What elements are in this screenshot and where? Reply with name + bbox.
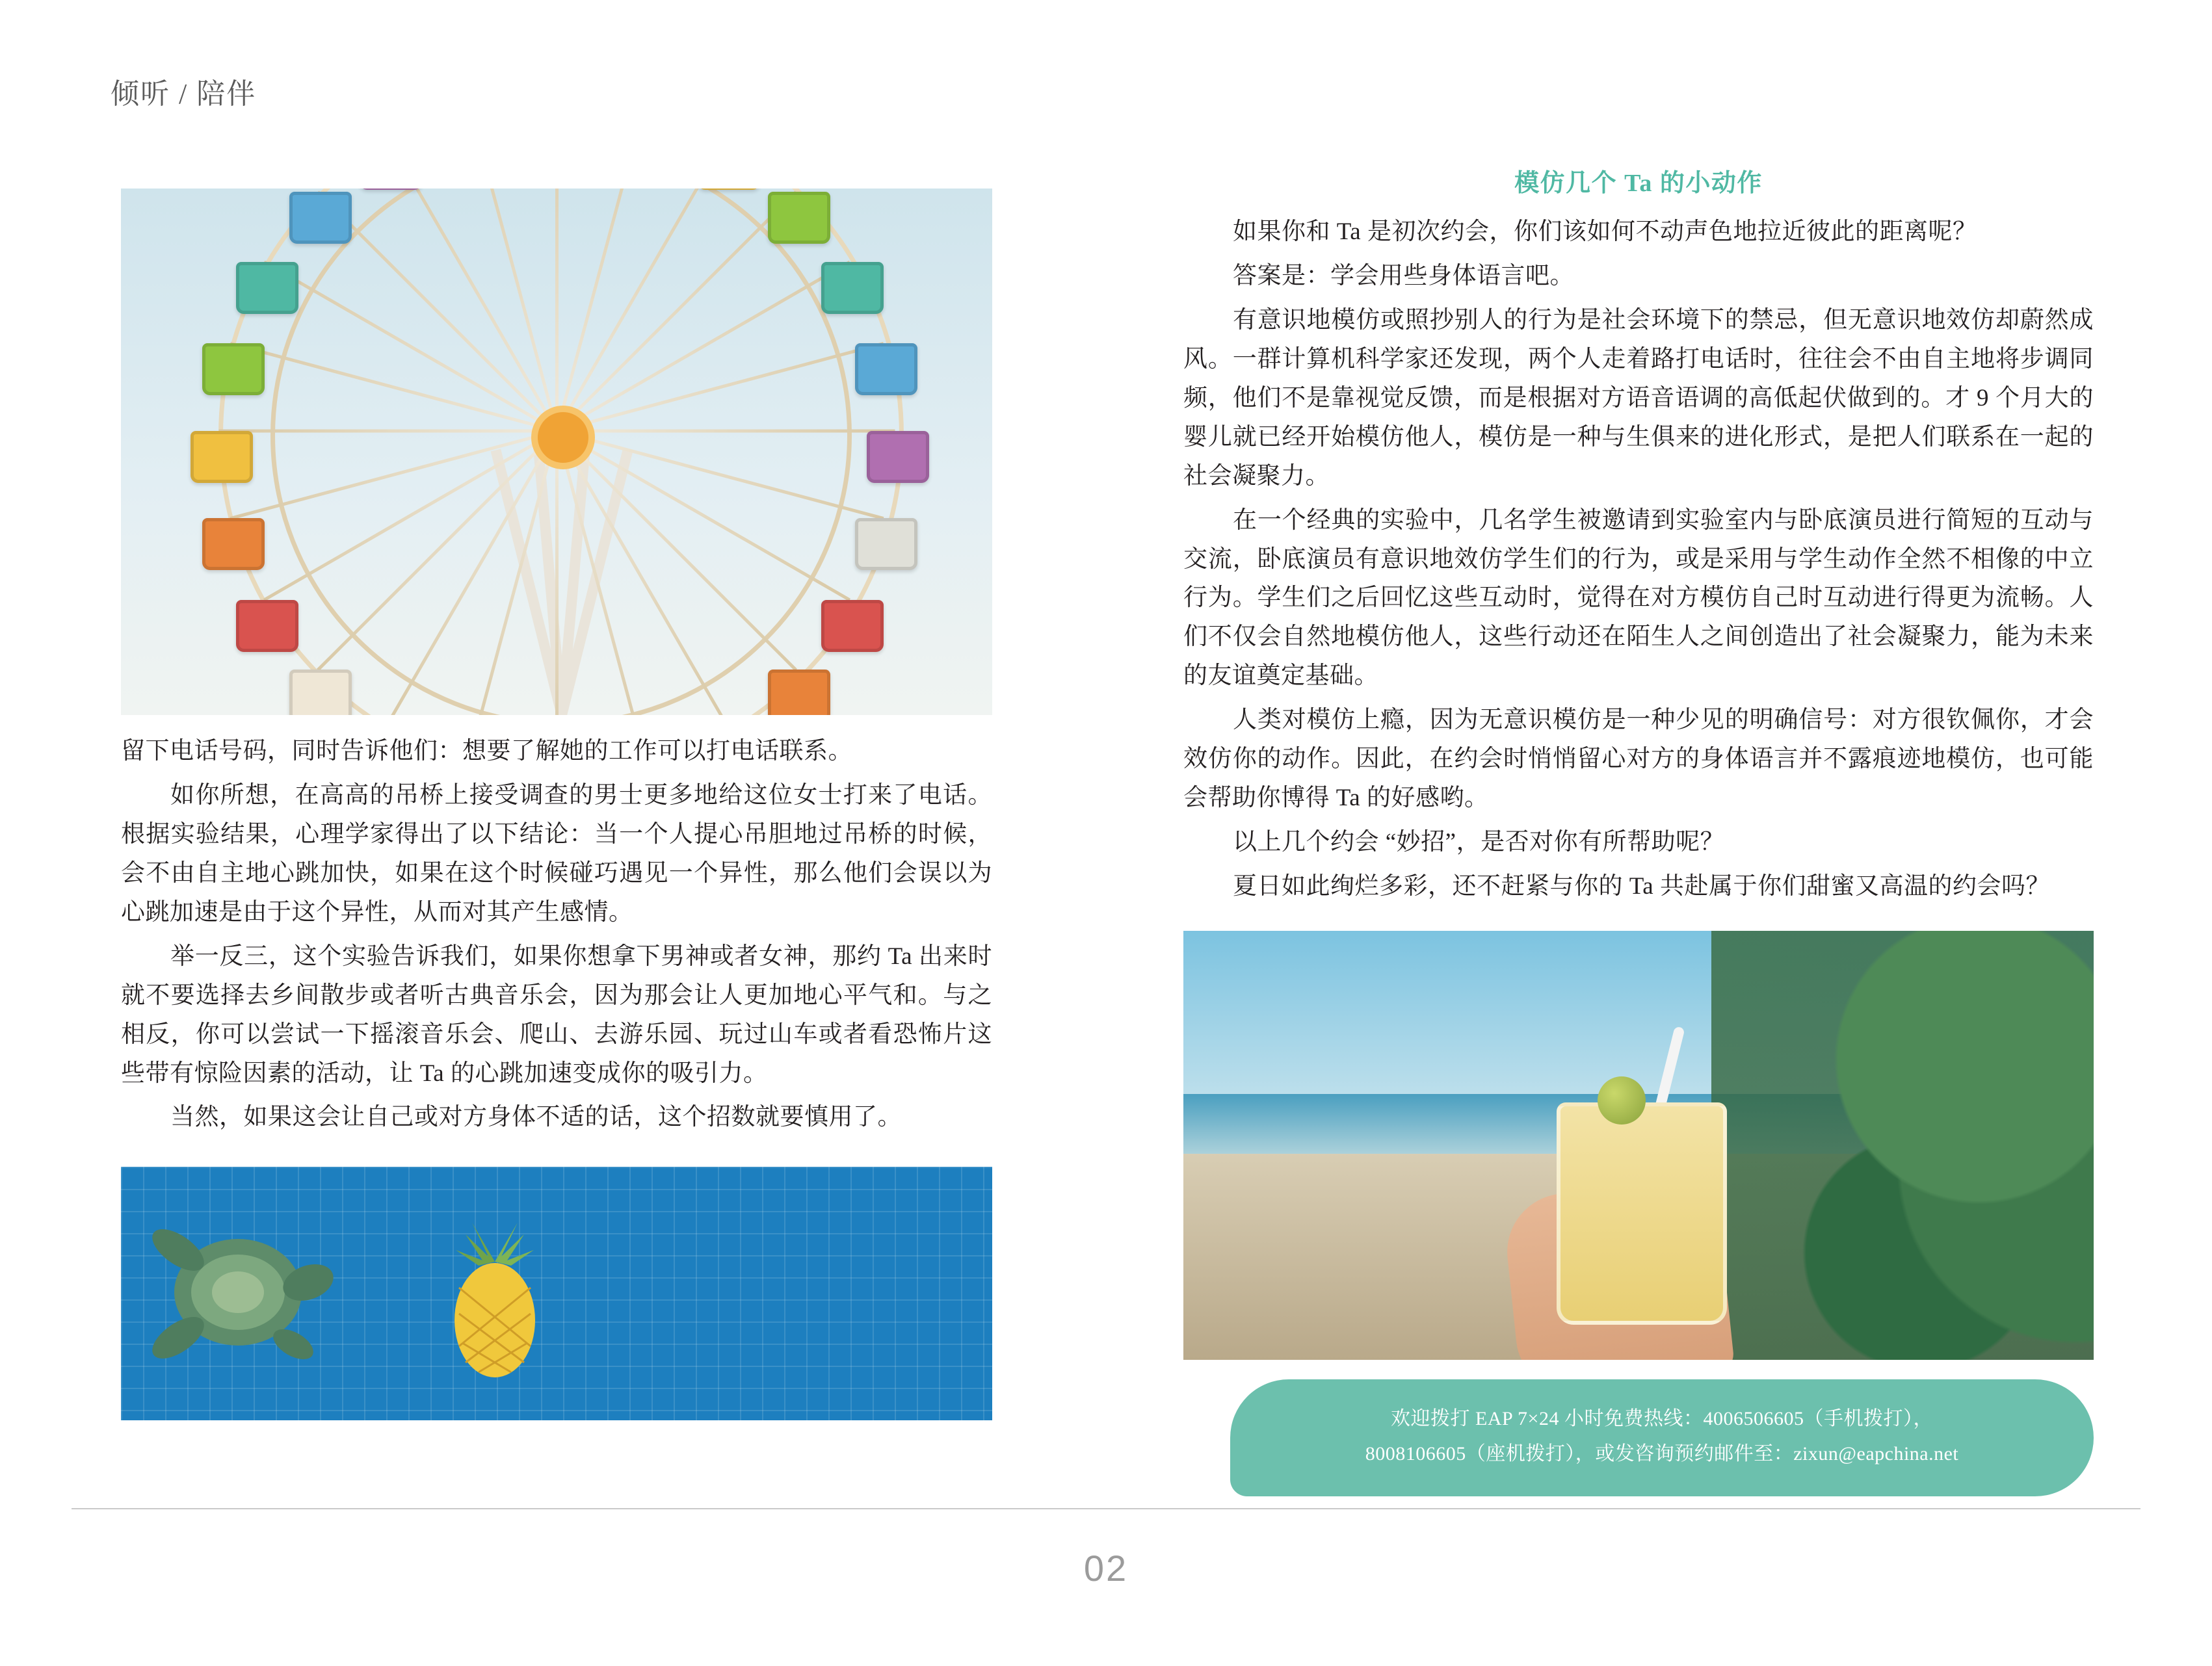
ferris-cabin (855, 518, 917, 570)
ferris-cabin (768, 192, 830, 244)
ferris-cabin (698, 189, 760, 190)
ferris-wheel-art (121, 189, 992, 715)
ferris-spoke (555, 431, 559, 715)
contact-line-1: 欢迎拨打 EAP 7×24 小时免费热线：4006506605（手机拨打）， (1391, 1407, 1933, 1429)
ferris-hub (531, 406, 595, 469)
turtle-icon (140, 1204, 355, 1380)
pineapple-icon (427, 1216, 563, 1379)
ferris-cabin (768, 670, 830, 715)
paragraph: 如果你和 Ta 是初次约会，你们该如何不动声色地拉近彼此的距离呢？ (1233, 218, 1977, 245)
ferris-cabin (821, 600, 884, 652)
breadcrumb: 倾听 / 陪伴 (111, 78, 257, 110)
contact-banner (1230, 1379, 2094, 1496)
ferris-cabin (202, 518, 265, 570)
right-column (1183, 163, 2094, 1496)
paragraph: 以上几个约会 “妙招”，是否对你有所帮助呢？ (1233, 829, 1725, 856)
pool-photo (121, 1167, 992, 1420)
ferris-cabin (821, 262, 884, 314)
lime-garnish (1598, 1076, 1646, 1125)
page-number: 02 (1083, 1548, 1129, 1589)
ferris-spoke (555, 189, 559, 431)
section-title: 模仿几个 Ta 的小动作 (1514, 170, 1763, 197)
ferris-cabin (236, 600, 298, 652)
palm-trees (1711, 931, 2094, 1360)
ferris-spoke (557, 429, 895, 432)
paragraph: 当然，如果这会让自己或对方身体不适的话，这个招数就要慎用了。 (170, 1104, 902, 1131)
paragraph: 留下电话号码，同时告诉他们：想要了解她的工作可以打电话联系。 (121, 738, 852, 764)
ferris-spoke (218, 429, 557, 432)
drink-jar (1557, 1102, 1727, 1325)
footer-divider (72, 1508, 2140, 1509)
ferris-cabin (360, 189, 422, 190)
paragraph: 举一反三，这个实验告诉我们，如果你想拿下男神或者女神，那约 Ta 出来时就不要选择去乡间散步或者听古典音乐会，因为那会让人更加地心平气和。与之相反，你可以尝试一下摇滚音乐会、爬山、去游乐园、玩过山车或者看恐怖片这些带有惊险因素的活动，让 Ta 的心跳加速变成你的吸引力。 (121, 943, 992, 1087)
paragraph: 答案是：学会用些身体语言吧。 (1233, 262, 1574, 289)
contact-line-2: 8008106605（座机拨打），或发咨询预约邮件至：zixun@eapchina.net (1365, 1442, 1959, 1464)
left-column (121, 189, 992, 1420)
ferris-wheel-photo (121, 189, 992, 715)
beach-drink-photo (1183, 931, 2094, 1360)
ferris-cabin (202, 343, 265, 395)
ferris-cabin (191, 431, 253, 483)
paragraph: 人类对模仿上瘾，因为无意识模仿是一种少见的明确信号：对方很钦佩你，才会效仿你的动作。因此，在约会时悄悄留心对方的身体语言并不露痕迹地模仿，也可能会帮助你博得 Ta 的好感哟。 (1183, 707, 2094, 812)
paragraph: 在一个经典的实验中，几名学生被邀请到实验室内与卧底演员进行简短的互动与交流，卧底演员有意识地效仿学生们的行为，或是采用与学生动作全然不相像的中立行为。学生们之后回忆这些互动时，觉得在对方模仿自己时互动进行得更为流畅。人们不仅会自然地模仿他人，这些行动还在陌生人之间创造出了社会凝聚力，能为未来的友谊奠定基础。 (1183, 506, 2094, 690)
ferris-cabin (289, 670, 352, 715)
ferris-cabin (289, 192, 352, 244)
ferris-cabin (855, 343, 917, 395)
ferris-cabin (867, 431, 929, 483)
paragraph: 有意识地模仿或照抄别人的行为是社会环境下的禁忌，但无意识地效仿却蔚然成风。一群计算机科学家还发现，两个人走着路打电话时，往往会不由自主地将步调同频，他们不是靠视觉反馈，而是根据对方语音语调的高低起伏做到的。才 9 个月大的婴儿就已经开始模仿他人，模仿是一种与生俱来的进化形式，是把人们联系在一起的社会凝聚力。 (1183, 306, 2094, 489)
ferris-cabin (236, 262, 298, 314)
paragraph: 夏日如此绚烂多彩，还不赶紧与你的 Ta 共赴属于你们甜蜜又高温的约会吗？ (1233, 873, 2050, 900)
paragraph: 如你所想，在高高的吊桥上接受调查的男士更多地给这位女士打来了电话。根据实验结果，心理学家得出了以下结论：当一个人提心吊胆地过吊桥的时候，会不由自主地心跳加快，如果在这个时候碰巧遇见一个异性，那么他们会误以为心跳加速是由于这个异性，从而对其产生感情。 (121, 781, 992, 926)
